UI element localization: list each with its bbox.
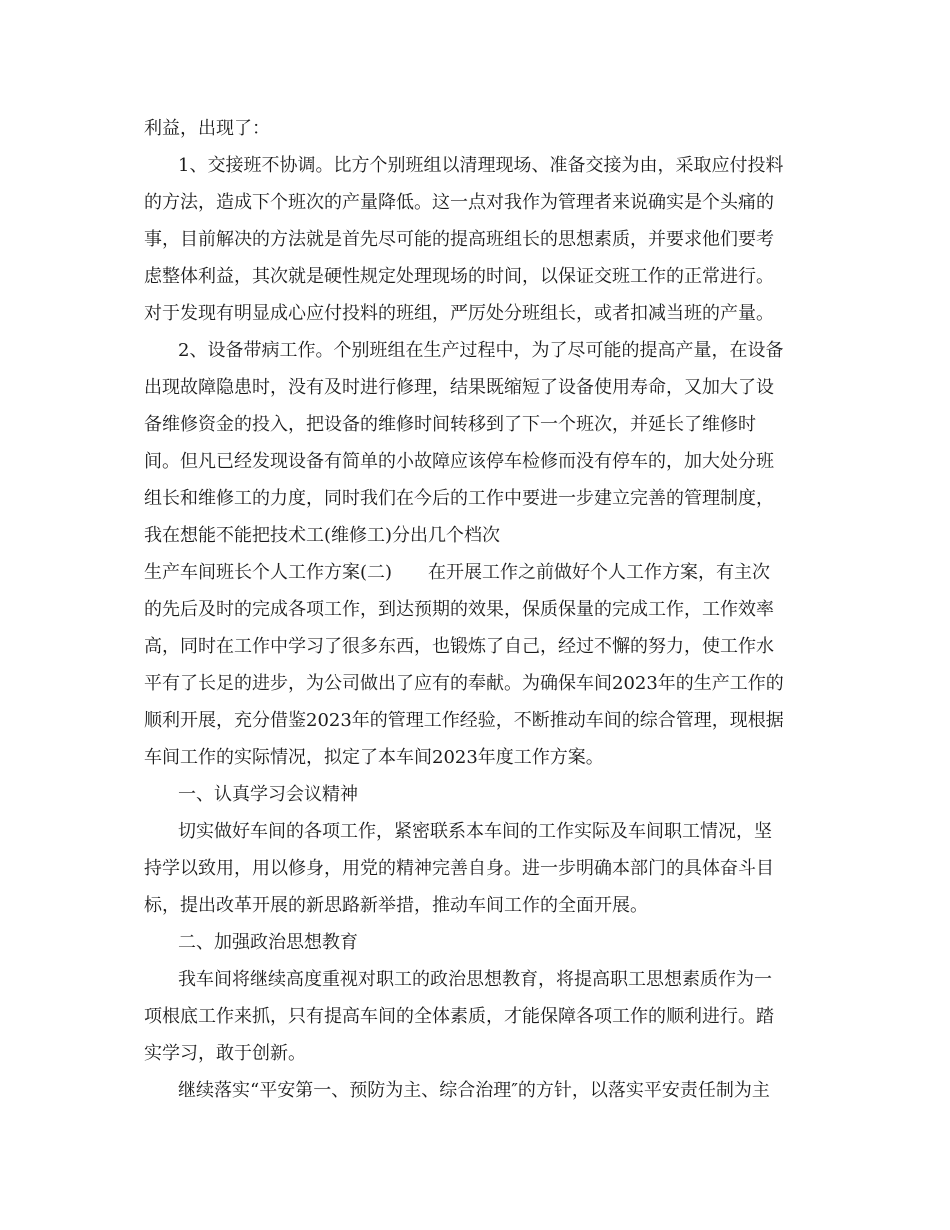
text-line: 间。但凡已经发现设备有简单的小故障应该停车检修而没有停车的，加大处分班 [144, 451, 774, 472]
text-line: 实学习，敢于创新。 [144, 1043, 306, 1064]
paragraph-start-line: 继续落实“平安第一、预防为主、综合治理″的方针，以落实平安责任制为主 [178, 1080, 770, 1101]
paragraph-start-line: 2、设备带病工作。个别班组在生产过程中，为了尽可能的提高产量，在设备 [178, 340, 784, 361]
heading-line: 二、加强政治思想教育 [178, 932, 358, 953]
text-line: 备维修资金的投入，把设备的维修时间转移到了下一个班次，并延长了维修时 [144, 414, 756, 435]
text-line: 出现故障隐患时，没有及时进行修理，结果既缩短了设备使用寿命，又加大了设 [144, 377, 774, 398]
text-line: 对于发现有明显成心应付投料的班组，严厉处分班组长，或者扣减当班的产量。 [144, 303, 774, 324]
text-line: 组长和维修工的力度，同时我们在今后的工作中要进一步建立完善的管理制度， [144, 488, 774, 509]
heading-line: 一、认真学习会议精神 [178, 784, 358, 805]
paragraph-start-line: 切实做好车间的各项工作，紧密联系本车间的工作实际及车间职工情况，坚 [178, 821, 772, 842]
text-line: 我在想能不能把技术工(维修工)分出几个档次 [144, 525, 501, 546]
text-line: 项根底工作来抓，只有提高车间的全体素质，才能保障各项工作的顺利进行。踏 [144, 1006, 774, 1027]
text-line: 平有了长足的进步，为公司做出了应有的奉献。为确保车间2023年的生产工作的 [144, 673, 784, 694]
text-line: 高，同时在工作中学习了很多东西，也锻炼了自己，经过不懈的努力，使工作水 [144, 636, 774, 657]
text-line: 标，提出改革开展的新思路新举措，推动车间工作的全面开展。 [144, 895, 648, 916]
paragraph-start-line: 我车间将继续高度重视对职工的政治思想教育，将提高职工思想素质作为一 [178, 969, 772, 990]
text-line: 事，目前解决的方法就是首先尽可能的提高班组长的思想素质，并要求他们要考 [144, 229, 774, 250]
paragraph-start-line: 1、交接班不协调。比方个别班组以清理现场、准备交接为由，采取应付投料 [178, 155, 784, 176]
text-line: 的先后及时的完成各项工作，到达预期的效果，保质保量的完成工作，工作效率 [144, 599, 774, 620]
text-line: 利益，出现了： [144, 118, 270, 139]
text-line: 持学以致用，用以修身，用党的精神完善自身。进一步明确本部门的具体奋斗目 [144, 858, 774, 879]
text-line: 的方法，造成下个班次的产量降低。这一点对我作为管理者来说确实是个头痛的 [144, 192, 774, 213]
section-title-line: 生产车间班长个人工作方案(二) 在开展工作之前做好个人工作方案，有主次 [144, 562, 771, 583]
text-line: 虑整体利益，其次就是硬性规定处理现场的时间，以保证交班工作的正常进行。 [144, 266, 774, 287]
text-line: 顺利开展，充分借鉴2023年的管理工作经验，不断推动车间的综合管理，现根据 [144, 710, 784, 731]
text-line: 车间工作的实际情况，拟定了本车间2023年度工作方案。 [144, 747, 604, 768]
